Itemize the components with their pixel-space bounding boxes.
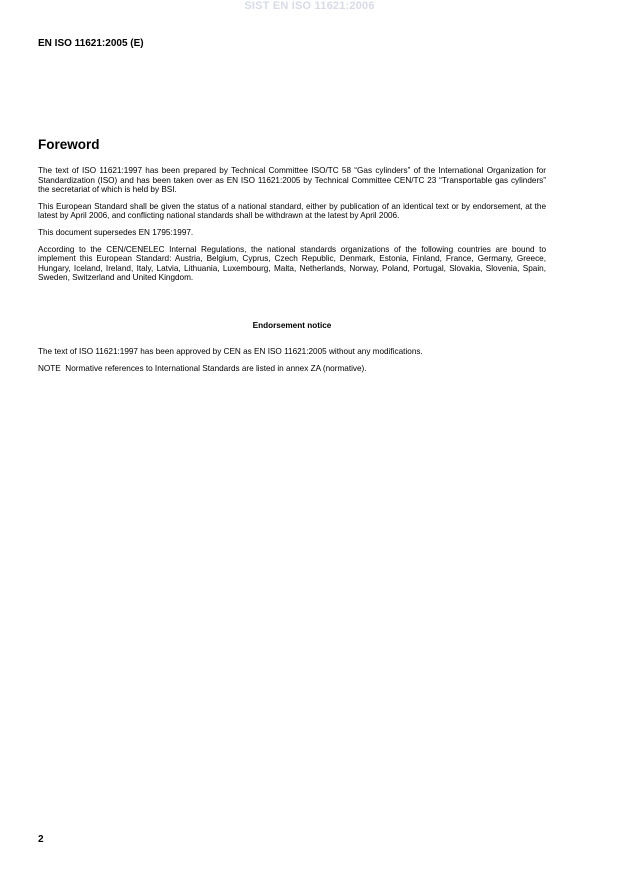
- main-content: [38, 137, 546, 380]
- watermark: SIST EN ISO 11621:2006: [244, 0, 375, 12]
- page-number: 2: [38, 834, 44, 845]
- foreword-heading: Foreword: [38, 137, 100, 152]
- foreword-paragraph-3: This document supersedes EN 1795:1997.: [38, 227, 194, 237]
- endorsement-heading: Endorsement notice: [252, 320, 332, 330]
- document-id: EN ISO 11621:2005 (E): [38, 38, 144, 49]
- foreword-paragraph-2: This European Standard shall be given the status of a national standard, either by publication of an identical text or by endorsement, at the latest by April 2006, and conflicting national standards shall be withdrawn at the latest by April 2006.: [38, 201, 546, 221]
- foreword-paragraph-4: According to the CEN/CENELEC Internal Regulations, the national standards organizations of the following countries are bound to implement this European Standard: Austria, Belgium, Cyprus, Czech Republic, Denmark, Estonia, Finland, France, Germany, Greece, Hungary, Iceland, Ireland, Italy, Latvia, Lithuania, Luxembourg, Malta, Netherlands, Norway, Poland, Portugal, Slovakia, Slovenia, Spain, Sweden, Switzerland and United Kingdom.: [38, 244, 546, 283]
- endorsement-text: The text of ISO 11621:1997 has been approved by CEN as EN ISO 11621:2005 without any modifications.: [38, 346, 423, 356]
- endorsement-note: NOTE Normative references to International Standards are listed in annex ZA (normative).: [38, 363, 367, 373]
- foreword-paragraph-1: The text of ISO 11621:1997 has been prepared by Technical Committee ISO/TC 58 “Gas cylinders” of the International Organization for Standardization (ISO) and has been taken over as EN ISO 11621:2005 by Technical Committee CEN/TC 23 “Transportable gas cylinders” the secretariat of which is held by BSI.: [38, 166, 546, 195]
